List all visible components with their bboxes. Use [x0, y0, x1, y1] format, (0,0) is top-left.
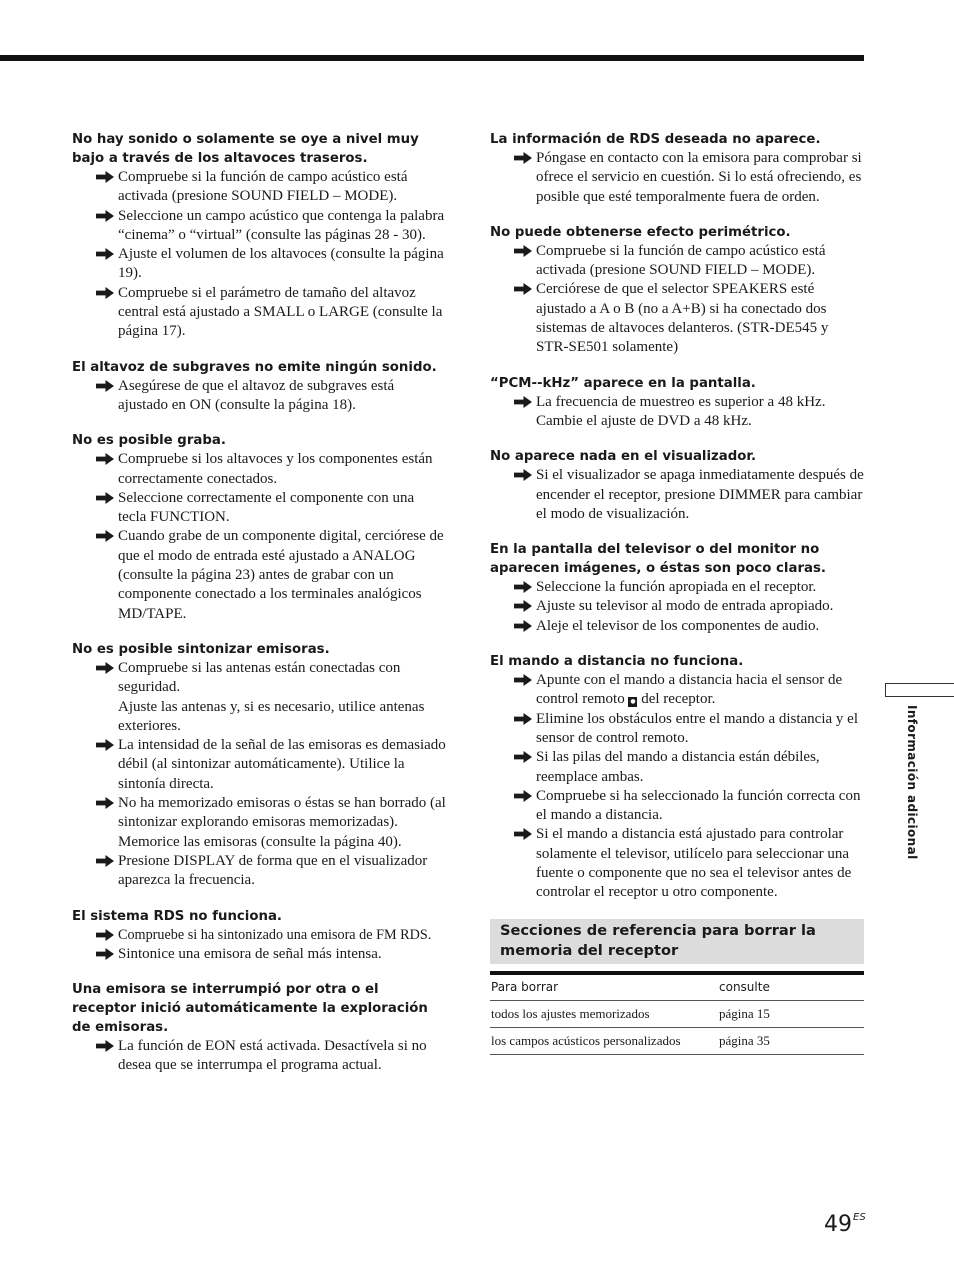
list-item: [72, 207, 446, 246]
top-rule: [0, 55, 864, 61]
list-item: [490, 671, 864, 710]
list-item: [490, 748, 864, 787]
section-heading: “PCM--kHz” aparece en la pantalla.: [490, 375, 756, 391]
table-cell: página 35: [719, 1032, 770, 1048]
remote-sensor-icon: ●: [630, 698, 636, 706]
troubleshooting-section: [72, 358, 446, 416]
arrow-right-icon: [95, 285, 117, 301]
arrow-right-icon: [513, 672, 535, 688]
list-item: [72, 527, 446, 623]
arrow-right-icon: [95, 853, 117, 869]
section-heading: El altavoz de subgraves no emite ningún sonido.: [72, 359, 437, 375]
arrow-right-icon: [513, 467, 535, 483]
item-text: Compruebe si las antenas están conectadas con seguridad.: [118, 659, 401, 696]
list-item: [72, 377, 446, 416]
section-heading: No puede obtenerse efecto perimétrico.: [490, 224, 791, 240]
list-item: [490, 597, 864, 616]
arrow-right-icon: [95, 660, 117, 676]
troubleshooting-section: [72, 640, 446, 891]
list-item: [72, 852, 446, 891]
section-heading: La información de RDS deseada no aparece.: [490, 132, 821, 147]
list-item: [72, 1037, 446, 1076]
arrow-right-icon: [513, 749, 535, 765]
arrow-right-icon: [513, 243, 535, 259]
item-text: Si el mando a distancia está ajustado para controlar solamente el televisor, utilícelo para seleccionar una fuente o componente que no sea el televisor antes de controlar el receptor u otro componente.: [536, 826, 852, 901]
arrow-right-icon: [513, 281, 535, 297]
list-item: [490, 710, 864, 749]
arrow-right-icon: [513, 598, 535, 614]
item-text: No ha memorizado emisoras o éstas se han borrado (al sintonizar explorando emisoras memorizadas). Memorice las emisoras (consulte la página 40).: [118, 795, 446, 850]
item-text: Póngase en contacto con la emisora para comprobar si ofrece el servicio en cuestión. Si lo está ofreciendo, es posible que esté temporalmente fuera de orden.: [536, 150, 862, 205]
item-text: Ajuste las antenas y, si es necesario, utilice antenas exteriores.: [118, 698, 425, 734]
section-heading: En la pantalla del televisor o del monitor no aparecen imágenes, o éstas son poco claras.: [490, 542, 826, 577]
section-heading: No hay sonido o solamente se oye a nivel muy bajo a través de los altavoces traseros.: [72, 132, 419, 166]
reference-table-header: [490, 975, 864, 1001]
troubleshooting-section: [490, 540, 864, 636]
item-text: Compruebe si la función de campo acústico está activada (presione SOUND FIELD – MODE).: [118, 169, 408, 205]
item-text: Compruebe si el parámetro de tamaño del altavoz central está ajustado a SMALL o LARGE (consulte la página 17).: [118, 284, 443, 340]
list-item: [490, 393, 864, 432]
item-text: Ajuste el volumen de los altavoces (consulte la página 19).: [118, 246, 444, 282]
arrow-right-icon: [513, 618, 535, 634]
troubleshooting-section: [490, 447, 864, 524]
item-text: La función de EON está activada. Desactívela si no desea que se interrumpa el programa actual.: [118, 1038, 427, 1074]
arrow-right-icon: [513, 711, 535, 727]
item-text: Compruebe si ha sintonizado una emisora de FM RDS.: [118, 926, 432, 943]
list-item: [72, 489, 446, 528]
reference-table: [490, 971, 864, 1055]
page-language-suffix: ES: [853, 1212, 866, 1223]
item-text: Compruebe si la función de campo acústico está activada (presione SOUND FIELD – MODE).: [536, 242, 826, 279]
list-item: [72, 698, 446, 737]
left-column: [72, 130, 446, 1092]
item-text: Seleccione un campo acústico que contenga la palabra “cinema” o “virtual” (consulte las páginas 28 - 30).: [118, 207, 445, 243]
section-heading: No aparece nada en el visualizador.: [490, 449, 757, 465]
item-text: Presione DISPLAY de forma que en el visualizador aparezca la frecuencia.: [118, 852, 428, 889]
list-item: [72, 450, 446, 489]
arrow-right-icon: [95, 737, 117, 753]
side-section-label: Información adicional: [905, 705, 919, 860]
item-text: Asegúrese de que el altavoz de subgraves está ajustado en ON (consulte la página 18).: [118, 377, 395, 413]
arrow-right-icon: [513, 579, 535, 595]
section-heading: No es posible graba.: [72, 433, 226, 449]
item-text: Si el visualizador se apaga inmediatamente después de encender el receptor, presione DIMMER para cambiar el modo de visualización.: [536, 467, 864, 522]
list-item: [72, 284, 446, 342]
section-heading: No es posible sintonizar emisoras.: [72, 641, 330, 657]
arrow-right-icon: [95, 927, 117, 943]
item-text: Apunte con el mando a distancia hacia el sensor de control remoto: [536, 672, 843, 708]
troubleshooting-section: [72, 130, 446, 342]
item-text: Seleccione la función apropiada en el receptor.: [536, 579, 817, 596]
list-item: [490, 280, 864, 357]
list-item: [72, 736, 446, 794]
list-item: [72, 794, 446, 852]
table-row: [490, 1028, 864, 1055]
side-tab-marker: [885, 683, 954, 697]
list-item: [72, 945, 446, 964]
list-item: [490, 578, 864, 597]
arrow-right-icon: [95, 451, 117, 467]
right-sections: [490, 130, 864, 903]
section-heading: Una emisora se interrumpió por otra o el receptor inició automáticamente la exploración de emisoras.: [72, 982, 428, 1036]
arrow-right-icon: [95, 946, 117, 962]
page-number: [824, 1203, 866, 1240]
arrow-right-icon: [95, 378, 117, 394]
arrow-right-icon: [95, 208, 117, 224]
header-para-borrar: Para borrar: [491, 980, 559, 995]
arrow-right-icon: [513, 150, 535, 166]
list-item: [72, 926, 446, 945]
item-text: Compruebe si ha seleccionado la función correcta con el mando a distancia.: [536, 787, 861, 824]
troubleshooting-section: [490, 130, 864, 207]
table-cell: página 15: [719, 1005, 770, 1021]
list-item: [72, 168, 446, 207]
item-text: Si las pilas del mando a distancia están débiles, reemplace ambas.: [536, 749, 820, 785]
item-text: Cerciórese de que el selector SPEAKERS esté ajustado a A o B (no a A+B) si ha conectado dos sistemas de altavoces delanteros. (STR-DE545 y STR-SE501 solamente): [536, 281, 829, 356]
arrow-right-icon: [95, 490, 117, 506]
arrow-right-icon: [95, 528, 117, 544]
item-text: La frecuencia de muestreo es superior a 48 kHz. Cambie el ajuste de DVD a 48 kHz.: [536, 393, 826, 429]
list-item: [490, 242, 864, 281]
arrow-right-icon: [513, 788, 535, 804]
table-cell: los campos acústicos personalizados: [491, 1032, 681, 1048]
arrow-right-icon: [95, 1038, 117, 1054]
list-item: [72, 245, 446, 284]
list-item: [490, 149, 864, 207]
section-heading: El mando a distancia no funciona.: [490, 654, 744, 670]
item-text: Compruebe si los altavoces y los componentes están correctamente conectados.: [118, 451, 433, 487]
item-text: Seleccione correctamente el componente con una tecla FUNCTION.: [118, 489, 415, 526]
list-item: [490, 825, 864, 902]
header-consulte: consulte: [719, 980, 770, 995]
arrow-right-icon: [95, 795, 117, 811]
list-item: [490, 617, 864, 636]
section-heading: El sistema RDS no funciona.: [72, 908, 282, 924]
arrow-right-icon: [95, 169, 117, 185]
troubleshooting-section: [72, 907, 446, 965]
list-item: [490, 787, 864, 826]
item-text: Ajuste su televisor al modo de entrada apropiado.: [536, 598, 834, 615]
item-text: Sintonice una emisora de señal más intensa.: [118, 945, 382, 962]
troubleshooting-section: [72, 980, 446, 1076]
reference-section-title: Secciones de referencia para borrar la memoria del receptor: [490, 919, 864, 964]
troubleshooting-section: [490, 652, 864, 903]
page-number-value: 49: [824, 1212, 852, 1237]
right-column: [490, 130, 864, 1055]
table-row: [490, 1001, 864, 1028]
table-cell: todos los ajustes memorizados: [491, 1005, 650, 1021]
troubleshooting-section: [72, 431, 446, 624]
item-text-continued: del receptor.: [641, 691, 716, 708]
item-text: Aleje el televisor de los componentes de audio.: [536, 617, 820, 634]
arrow-right-icon: [513, 826, 535, 842]
troubleshooting-section: [490, 223, 864, 358]
list-item: [490, 466, 864, 524]
item-text: La intensidad de la señal de las emisoras es demasiado débil (al sintonizar automáticamente). Utilice la sintonía directa.: [118, 737, 446, 792]
troubleshooting-section: [490, 374, 864, 432]
arrow-right-icon: [513, 394, 535, 410]
list-item: [72, 659, 446, 698]
item-text: Cuando grabe de un componente digital, cerciórese de que el modo de entrada esté ajustado a ANALOG (consulte la página 23) antes de grabar con un componente conectado a los terminales analógicos MD/TAPE.: [118, 528, 444, 622]
arrow-right-icon: [95, 246, 117, 262]
item-text: Elimine los obstáculos entre el mando a distancia y el sensor de control remoto.: [536, 710, 858, 746]
